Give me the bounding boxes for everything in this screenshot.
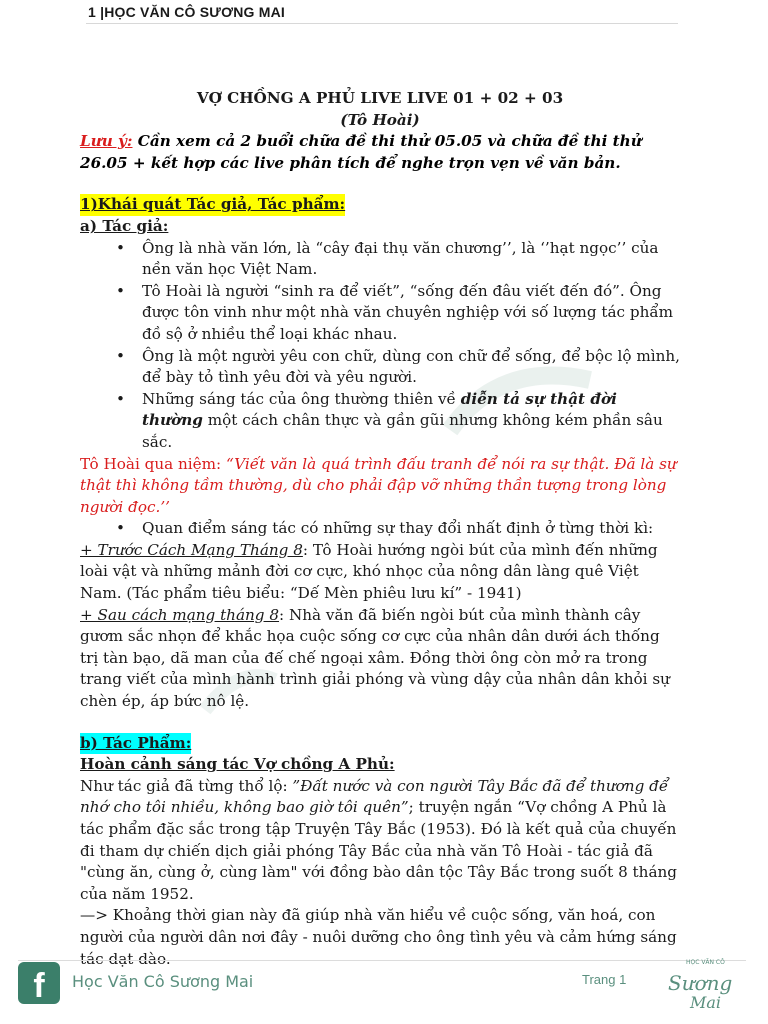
author-quote xyxy=(80,454,680,519)
subheading-work: b) Tác Phẩm: xyxy=(80,733,191,755)
page-number: Trang 1 xyxy=(582,972,627,987)
note-label: Lưu ý: xyxy=(80,132,133,151)
document-title: VỢ CHỒNG A PHỦ LIVE LIVE 01 + 02 + 03 xyxy=(196,89,564,107)
list-item xyxy=(142,389,680,454)
context-paragraph xyxy=(80,776,680,906)
logo-top-text: HỌC VĂN CÔ xyxy=(686,959,725,966)
facebook-icon[interactable]: f xyxy=(18,962,60,1004)
quote-lead: Tô Hoài qua niệm: xyxy=(80,454,227,473)
footer-divider xyxy=(18,960,746,961)
note-text: Cần xem cả 2 buổi chữa đề thi thử 05.05 và chữa đề thi thử 26.05 + kết hợp các live phân tích để nghe trọn vẹn về văn bản. xyxy=(80,132,642,172)
bullet4-emphasis: diễn tả sự thật đời thường xyxy=(142,389,617,430)
bullet4-part-a: Những sáng tác của ông thường thiên về xyxy=(142,389,461,408)
list-item: • Ông là một người yêu con chữ, dùng con chữ để sống, để bộc lộ mình, để bày tỏ tình yêu đời và yêu người. xyxy=(142,346,680,389)
subheading-author: a) Tác giả: xyxy=(80,216,169,235)
page-header: 1 |HỌC VĂN CÔ SƯƠNG MAI xyxy=(88,4,285,20)
logo-sub-text: Mai xyxy=(690,993,722,1012)
context-a: Như tác giả đã từng thổ lộ: xyxy=(80,776,293,795)
context-conclusion: —> Khoảng thời gian này đã giúp nhà văn hiểu về cuộc sống, văn hoá, con người của người dân nơi đây - nuôi dưỡng cho ông tình yêu và cảm hứng sáng tác dạt dào. xyxy=(80,906,677,968)
footer-brand: Học Văn Cô Sương Mai xyxy=(72,972,254,991)
list-item: • Tô Hoài là người “sinh ra để viết”, “sống đến đâu viết đến đó”. Ông được tôn vinh như một nhà văn chuyên nghiệp với số lượng tác phẩm đồ sộ ở nhiều thể loại khác nhau. xyxy=(142,281,680,346)
after-text: : Nhà văn đã biến ngòi bút của mình thành cây gươm sắc nhọn để khắc họa cuộc sống cơ cực của nhân dân dưới ách thống trị tàn bạo, dã man của đế chế ngoại xâm. Đồng thời ông còn mở ra trong trang viết của mình hành trình giải phóng và vùng dậy của nhân dân khỏi sự chèn ép, áp bức nô lệ. xyxy=(80,605,670,711)
list-item: • Ông là nhà văn lớn, là “cây đại thụ văn chương’’, là ‘’hạt ngọc’’ của nền văn học Việt Nam. xyxy=(142,238,680,281)
view-change-item: • Quan điểm sáng tác có những sự thay đổi nhất định ở từng thời kì: xyxy=(80,518,680,540)
section-heading-overview: 1)Khái quát Tác giả, Tác phẩm: xyxy=(80,194,345,216)
quote-text: “Viết văn là quá trình đấu tranh để nói ra sự thật. Đã là sự thật thì không tầm thường, dù cho phải đập vỡ những thần tượng trong lòng người đọc.’’ xyxy=(80,454,677,516)
brand-logo-icon xyxy=(660,950,740,1014)
document-author: (Tô Hoài) xyxy=(340,110,420,129)
document-body xyxy=(80,88,680,970)
before-label: + Trước Cách Mạng Tháng 8 xyxy=(80,540,303,559)
context-heading: Hoàn cảnh sáng tác Vợ chồng A Phủ: xyxy=(80,755,395,774)
after-label: + Sau cách mạng tháng 8 xyxy=(80,605,280,624)
before-text: : Tô Hoài hướng ngòi bút của mình đến những loài vật và những mảnh đời cơ cực, khó nhọc của nông dân làng quê Việt Nam. (Tác phẩm tiêu biểu: “Dế Mèn phiêu lưu kí” - 1941) xyxy=(80,540,658,603)
note-paragraph xyxy=(80,131,680,174)
context-quote: ”Đất nước và con người Tây Bắc đã để thương để nhớ cho tôi nhiều, không bao giờ tôi quên” xyxy=(80,776,669,817)
after-revolution-paragraph xyxy=(80,605,680,713)
bullet4-part-c: một cách chân thực và gần gũi nhưng không kém phần sâu sắc. xyxy=(142,411,663,451)
author-bullet-list xyxy=(80,238,680,454)
header-divider xyxy=(86,23,678,24)
before-revolution-paragraph xyxy=(80,540,680,605)
logo-main-text: Sương xyxy=(668,971,733,995)
context-b: ; truyện ngắn “Vợ chồng A Phủ là tác phẩm đặc sắc trong tập Truyện Tây Bắc (1953). Đó là kết quả của chuyến đi tham dự chiến dịch giải phóng Tây Bắc của nhà văn Tô Hoài - tác giả đã "cùng ăn, cùng ở, cùng làm" với đồng bào dân tộc Tây Bắc trong suốt 8 tháng của năm 1952. xyxy=(80,798,677,903)
